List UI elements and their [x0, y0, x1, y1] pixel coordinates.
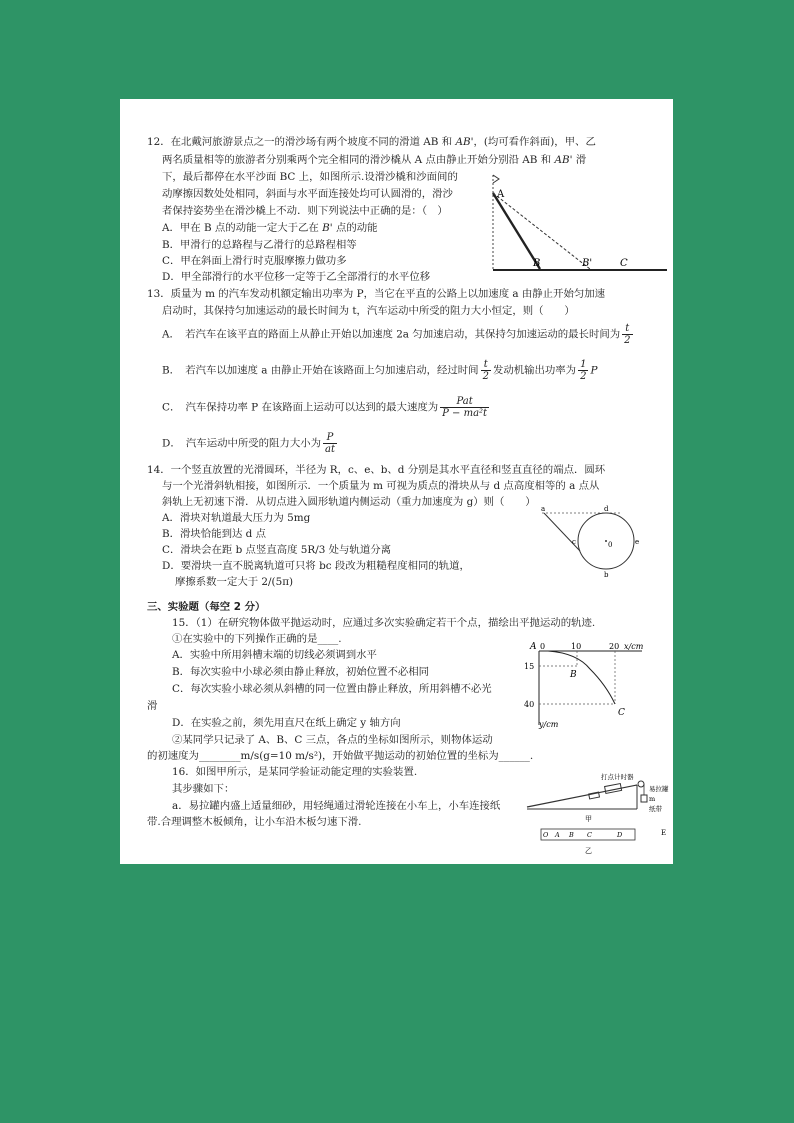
q12-line-5: 者保持姿势坐在滑沙橇上不动．则下列说法中正确的是：（ ） — [162, 205, 448, 217]
q13-option-d — [162, 432, 339, 455]
q16-figure — [525, 771, 671, 859]
q12-text: 两名质量相等的旅游者分别乘两个完全相同的滑沙橇从 A 点由静止开始分别沿 AB 和 — [162, 154, 552, 166]
q15-fig-b: B — [570, 670, 577, 680]
q13-d-frac — [323, 432, 337, 455]
q12-option-c: C．甲在斜面上滑行时克服摩擦力做功多 — [162, 255, 347, 267]
q16-line-4: 带.合理调整木板倾角，让小车沿木板匀速下滑. — [147, 816, 362, 828]
q16-fig-tape: 纸带 — [649, 805, 662, 813]
q12-fig-a: A — [497, 189, 505, 200]
q13-b-text: B． 若汽车以加速度 a 由静止开始在该路面上匀加速启动，经过时间 — [162, 364, 479, 377]
q12-abp: AB' — [455, 136, 474, 148]
q12-line-4: 动摩擦因数处处相同，斜面与水平面连接处均可认圆滑的，滑沙 — [162, 188, 453, 200]
q16-fig-board — [527, 785, 637, 807]
q14-option-d2: 摩擦系数一定大于 2/(5π) — [175, 576, 294, 588]
q12-text: 滑 — [575, 154, 587, 166]
q13-b2-frac — [578, 359, 588, 382]
q12-abp: AB' — [554, 154, 573, 166]
q14-option-b: B．滑块恰能到达 d 点 — [162, 528, 267, 540]
q13-c-text: C． 汽车保持功率 P 在该路面上运动可以达到的最大速度为 — [162, 401, 439, 414]
q15-fig-a: A — [530, 642, 537, 652]
q14-fig-b: b — [604, 571, 609, 579]
q12-fig-c: C — [620, 258, 628, 269]
q13-b-p: P — [590, 364, 598, 377]
q15-fig-y15: 15 — [524, 662, 535, 671]
q13-c-frac — [440, 396, 489, 419]
q12-text: 12．在北戴河旅游景点之一的滑沙场有两个坡度不同的滑道 AB 和 — [147, 136, 453, 148]
q16-fig-pulley — [638, 781, 644, 787]
q13-option-b — [162, 359, 597, 382]
q13-option-c — [162, 396, 491, 419]
q16-fig-m: m — [649, 795, 656, 803]
q15-fig-t0: 0 — [540, 642, 546, 651]
frac-den: P − ma²t — [442, 408, 488, 419]
q15-option-c: C．每次实验小球必须从斜槽的同一位置由静止释放，所用斜槽不必光 — [172, 683, 492, 695]
q12-option-b: B．甲滑行的总路程与乙滑行的总路程相等 — [162, 239, 357, 251]
q16-fig-yi: 乙 — [585, 847, 592, 855]
q14-fig-center — [605, 540, 607, 542]
frac-num: Pat — [440, 396, 489, 408]
q14-line-2: 与一个光滑斜轨相接，如图所示．一个质量为 m 可视为质点的滑块从与 d 点高度相等的 a 点从 — [162, 480, 600, 492]
frac-den: 2 — [482, 371, 489, 382]
q16-line-1: 16．如图甲所示，是某同学验证动能定理的实验装置. — [172, 766, 418, 778]
q14-fig-o: 0 — [608, 541, 613, 549]
q15-line-2: ①在实验中的下列操作正确的是____. — [172, 633, 342, 645]
q12-line-3: 下，最后都停在水平沙面 BC 上，如图所示.设滑沙橇和沙面间的 — [162, 171, 458, 183]
q16-fig-o: O — [543, 831, 549, 839]
q16-fig-can-label: 易拉罐 — [649, 785, 669, 793]
q15-fig-trajectory — [548, 651, 615, 704]
section-3-title: 三、实验题（每空 2 分） — [147, 601, 266, 613]
q13-b-frac — [481, 359, 491, 382]
q16-fig-jia: 甲 — [585, 815, 592, 823]
q15-option-b: B．每次实验中小球必须由静止释放，初始位置不必相同 — [172, 666, 430, 678]
q15-fig-xunit: x/cm — [624, 642, 644, 651]
q13-d-text: D． 汽车运动中所受的阻力大小为 — [162, 437, 321, 450]
q16-fig-edge: E — [661, 829, 667, 837]
frac-num: t — [622, 323, 632, 335]
q12-fig-bp: B' — [582, 258, 593, 269]
q14-line-1: 14．一个竖直放置的光滑圆环，半径为 R，c、e、b、d 分别是其水平直径和竖直直径的端点．圆环 — [147, 464, 606, 476]
q14-fig-e: e — [635, 538, 640, 546]
q14-fig-c: c — [572, 538, 576, 546]
q15-figure — [520, 639, 672, 731]
frac-den: 2 — [624, 335, 631, 346]
q14-line-3: 斜轨上无初速下滑．从切点进入圆形轨道内侧运动（重力加速度为 g）则（ ） — [162, 496, 536, 508]
q14-option-c: C．滑块会在距 b 点竖直高度 5R/3 处与轨道分离 — [162, 544, 391, 556]
q12-figure — [485, 173, 670, 277]
q15-fig-t10: 10 — [571, 642, 582, 651]
q12-line-2 — [162, 153, 586, 167]
q16-line-3: a．易拉罐内盛上适量细砂，用轻绳通过滑轮连接在小车上，小车连接纸 — [172, 800, 501, 812]
q15-fig-y40: 40 — [524, 700, 535, 709]
q15-fig-yunit: y/cm — [539, 720, 559, 729]
frac-num: P — [323, 432, 337, 444]
q12-text: ，(均可看作斜面)，甲、乙 — [473, 136, 596, 148]
q16-fig-pb: B — [569, 831, 574, 839]
q14-option-d: D．要滑块一直不脱离轨道可只将 bc 段改为粗糙程度相同的轨道， — [162, 560, 470, 572]
q12-a-text: A．甲在 B 点的动能一定大于乙在 — [162, 222, 319, 234]
q13-line-1: 13．质量为 m 的汽车发动机额定输出功率为 P，当它在平直的公路上以加速度 a 由静止开始匀加速 — [147, 288, 606, 300]
q16-fig-pc: C — [587, 831, 592, 839]
q12-fig-b: B — [533, 258, 541, 269]
q16-fig-can — [641, 795, 647, 802]
frac-den: at — [325, 444, 335, 455]
q14-figure — [538, 501, 648, 579]
q15-line-4: 的初速度为________m/s(g=10 m/s²)，开始做平抛运动的初始位置的坐标为______. — [147, 750, 534, 762]
q12-option-a — [162, 221, 378, 235]
q16-fig-pa: A — [555, 831, 560, 839]
q16-line-2: 其步骤如下： — [172, 783, 235, 795]
q15-option-c2: 滑 — [147, 700, 158, 712]
q15-option-a: A．实验中所用斜槽末端的切线必须调到水平 — [172, 649, 377, 661]
q15-fig-c: C — [618, 708, 625, 718]
q12-option-d: D．甲全部滑行的水平位移一定等于乙全部滑行的水平位移 — [162, 271, 431, 283]
q12-a-text: 点的动能 — [335, 222, 378, 234]
q13-option-a — [162, 323, 635, 346]
frac-num: t — [481, 359, 491, 371]
q13-a-text: A． 若汽车在该平直的路面上从静止开始以加速度 2a 匀加速启动，其保持匀加速运动的最长时间为 — [162, 328, 621, 341]
q12-fig-slope-abp — [493, 193, 593, 269]
q15-line-1: 15．（1）在研究物体做平抛运动时，应通过多次实验确定若干个点，描绘出平抛运动的轨迹. — [172, 617, 596, 629]
q15-fig-t20: 20 — [609, 642, 620, 651]
q13-line-2: 启动时，其保持匀加速运动的最长时间为 t，汽车运动中所受的阻力大小恒定，则（ ） — [162, 305, 575, 317]
q16-fig-pd: D — [617, 831, 623, 839]
q13-b-text2: 发动机输出功率为 — [492, 364, 577, 377]
q14-fig-d: d — [604, 505, 609, 513]
q12-fig-flag — [493, 175, 499, 183]
q13-a-frac — [622, 323, 632, 346]
q15-line-3: ②某同学只记录了 A、B、C 三点，各点的坐标如图所示，则物体运动 — [172, 734, 493, 746]
frac-den: 2 — [580, 371, 587, 382]
q12-bp: B' — [322, 222, 333, 234]
q14-fig-a: a — [541, 505, 546, 513]
frac-num: 1 — [580, 359, 587, 370]
q16-fig-timer: 打点计时器 — [601, 773, 634, 781]
q15-option-d: D．在实验之前，须先用直尺在纸上确定 y 轴方向 — [172, 717, 401, 729]
q14-option-a: A．滑块对轨道最大压力为 5mg — [162, 512, 311, 524]
exam-page — [120, 99, 673, 864]
q12-line-1 — [147, 135, 596, 149]
